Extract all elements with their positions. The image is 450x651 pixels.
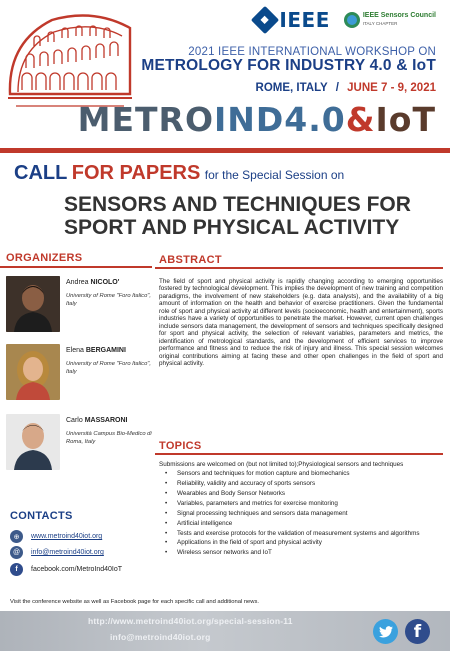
metroind-brand [78, 100, 436, 139]
workshop-line2: METROLOGY FOR INDUSTRY 4.0 & IoT [141, 57, 436, 74]
brand-amp: & [345, 100, 376, 139]
ieee-logo-text: IEEE [279, 8, 330, 32]
brand-iot: IoT [375, 100, 436, 139]
topic-item: • Applications in the field of sport and physical activity [173, 539, 443, 547]
council-name: IEEE Sensors Council [362, 12, 436, 19]
topics-list [173, 470, 443, 557]
location-dates [256, 82, 436, 94]
topics-section [155, 440, 443, 559]
logos [255, 8, 436, 32]
organizer-first: Carlo [66, 417, 83, 424]
dates: JUNE 7 - 9, 2021 [347, 82, 436, 94]
organizer-photo [6, 344, 60, 400]
contact-website[interactable] [10, 530, 102, 543]
brand-ind: IND4.0 [214, 100, 346, 139]
topics-intro: Submissions are welcomed on (but not limited to);Physiological sensors and techniques [159, 461, 404, 468]
twitter-icon[interactable] [373, 619, 398, 644]
organizer-card [6, 344, 152, 404]
organizers-heading: ORGANIZERS [6, 252, 83, 264]
topic-item: • Variables, parameters and metrics for exercise monitoring [173, 500, 443, 508]
brand-metro: METRO [77, 100, 214, 139]
organizers-rule [0, 266, 152, 268]
ieee-logo [255, 8, 329, 32]
facebook-icon[interactable]: f [405, 619, 430, 644]
contact-facebook[interactable] [10, 563, 122, 576]
organizer-name [66, 347, 126, 354]
organizer-last: MASSARONI [84, 417, 128, 424]
abstract-section [155, 254, 443, 367]
website-link[interactable]: www.metroind40iot.org [31, 533, 103, 540]
cfp-papers: FOR PAPERS [71, 162, 201, 184]
organizer-first: Andrea [66, 279, 89, 286]
location: ROME, ITALY [255, 82, 328, 94]
organizer-last: NICOLO' [90, 279, 120, 286]
topic-item: • Sensors and techniques for motion capture and biomechanics [173, 470, 443, 478]
facebook-icon: f [10, 563, 23, 576]
facebook-link[interactable]: facebook.com/MetroInd40IoT [31, 566, 123, 573]
organizer-affiliation: Università Campus Bio-Medico di Roma, Italy [66, 431, 152, 445]
topic-item: • Reliability, validity and accuracy of sports sensors [173, 480, 443, 488]
email-link[interactable]: info@metroind40iot.org [31, 549, 104, 556]
abstract-heading: ABSTRACT [155, 254, 443, 269]
topics-heading: TOPICS [155, 440, 443, 455]
visit-note: Visit the conference website as well as Facebook page for each specific call and additional news. [10, 599, 259, 605]
organizer-card [6, 414, 152, 474]
topic-item: • Signal processing techniques and sensors data management [173, 510, 443, 518]
cfp-call: CALL [14, 162, 68, 184]
organizer-photo [6, 276, 60, 332]
sensors-council-icon [344, 12, 360, 28]
header-divider [0, 148, 450, 153]
contact-email[interactable] [10, 546, 104, 559]
organizer-last: BERGAMINI [85, 347, 126, 354]
workshop-line1: 2021 IEEE INTERNATIONAL WORKSHOP ON [188, 46, 436, 58]
sensors-council-text [363, 12, 436, 28]
organizer-card [6, 276, 152, 336]
header [0, 0, 450, 150]
organizer-first: Elena [66, 347, 84, 354]
sensors-council-logo [344, 12, 436, 28]
topic-item: • Artificial intelligence [173, 520, 443, 528]
topic-item: • Wearables and Body Sensor Networks [173, 490, 443, 498]
abstract-text: The field of sport and physical activity is rapidly changing according to emerging opportunities fostered by technological development. This implies the development of new training and competition paradigms, the involvement of new stakeholders (e.g. data analysts), and the availability of a big amount of information on the health and behavior of exercise practitioners. Given the fundamental role of sport and physical activity at different levels (socioeconomic, health and entertainment), sports industries have a variety of opportunities to penetrate the market. However, current open challenges include sensors data management, the development of sensors and techniques specifically designed for sport and physical activity, the selection of relevant variables, parameters and metrics, the identification of metrological standards, and the development of efficient services to improve performance and fitness and to reduce the risk of injury and illness. This special session welcomes original contributions aiming at facing these and other open challenges in the field of sport and physical activity. [159, 278, 443, 367]
footer-url-link[interactable]: http://www.metroind40iot.org/special-session-11 [88, 616, 293, 626]
globe-icon: ⊕ [10, 530, 23, 543]
topic-item: • Tests and exercise protocols for the validation of measurement systems and algorithms [173, 530, 443, 538]
footer [0, 611, 450, 651]
cfp-rest: for the Special Session on [204, 168, 345, 182]
ieee-diamond-icon: ◆ [251, 6, 279, 34]
organizer-affiliation: University of Rome "Foro Italico", Italy [66, 361, 151, 375]
contacts-heading: CONTACTS [10, 510, 73, 522]
footer-email-link[interactable]: info@metroind40iot.org [110, 632, 211, 642]
email-icon: @ [10, 546, 23, 559]
organizer-photo [6, 414, 60, 470]
topic-item: • Wireless sensor networks and IoT [173, 549, 443, 557]
organizer-affiliation: University of Rome "Foro Italico", Italy [66, 293, 151, 307]
council-sub: ITALY CHAPTER [362, 21, 398, 26]
call-for-papers [14, 162, 344, 185]
location-separator: / [335, 82, 339, 94]
organizer-name [66, 417, 127, 424]
session-title: SENSORS AND TECHNIQUES FOR SPORT AND PHYSICAL ACTIVITY [64, 193, 411, 239]
organizer-name [66, 279, 119, 286]
